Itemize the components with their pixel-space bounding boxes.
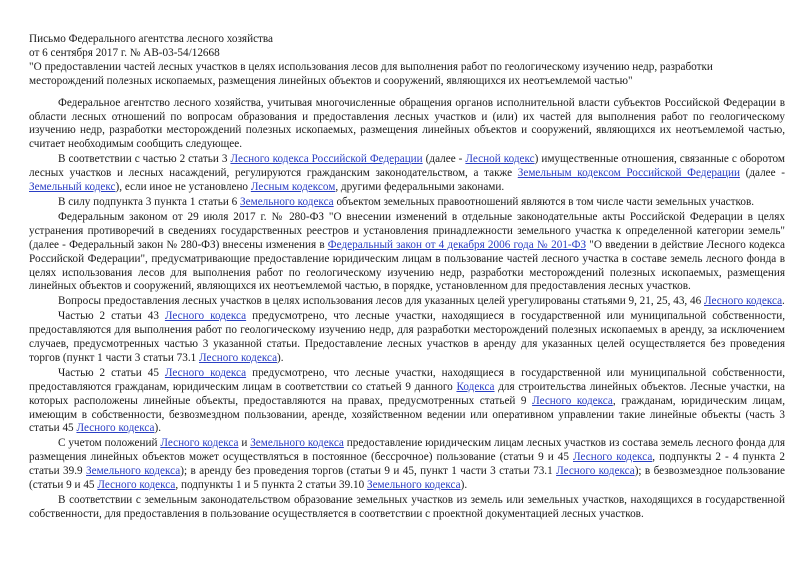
paragraph-text: ); в безвозмездное пользование (статьи 9 и 45 (29, 465, 785, 492)
document-link[interactable]: Земельного кодекса (240, 195, 334, 208)
document-link[interactable]: Земельного кодекса (366, 479, 461, 492)
paragraph (29, 367, 785, 437)
paragraph-text: "О введении в действие Лесного кодекса Российской Федерации", предусматривающие предоставление юридическим лицам в пользование частей лесного участка в составе земель лесного фонда в целях использования лесов для выполнения работ по геологическому изучению недр, разработки месторождений полезных ископаемых, размещения линейных объектов и сооружений, являющихся их неотъемлемой частью, в порядке, установленном для предоставления лесных участков. (29, 238, 785, 293)
document-link[interactable]: Лесного кодекса Российской Федерации (230, 153, 423, 166)
paragraph-text: В соответствии с земельным законодательством образование земельных участков из земель или земельных участков, находящихся в государственной собственности, для предоставления в пользование осуществляется в соответствии с проектной документацией лесных участков. (29, 494, 785, 520)
paragraph-text: предусмотрено, что лесные участки, находящиеся в государственной или муниципальной собственности, предоставляются гражданам, юридическим лицам в соответствии со статьей 9 данного (29, 366, 785, 393)
paragraph (29, 153, 785, 195)
paragraph-text: Вопросы предоставления лесных участков в целях использования лесов для указанных целей урегулированы статьями 9, 21, 25, 43, 46 (58, 295, 705, 308)
document-link[interactable]: Лесного кодекса (532, 394, 613, 407)
paragraph (29, 295, 785, 309)
paragraph-text: для строительства линейных объектов. Лесные участки, на которых расположены линейные объекты, предоставляются на правах, предусмотренных статьей 9 (29, 380, 785, 407)
document-link[interactable]: Лесного кодекса (97, 479, 176, 492)
paragraph-text: В соответствии с частью 2 статьи 3 (58, 153, 231, 166)
paragraph (29, 494, 785, 522)
paragraph-text: ) имущественные отношения, связанные с оборотом лесных участков и лесных насаждений, регулируются гражданским законодательством, а также (29, 153, 785, 180)
document-link[interactable]: Лесного кодекса (160, 437, 239, 450)
document-body (29, 97, 785, 522)
document-link[interactable]: Федеральный закон от 4 декабря 2006 года № 201-ФЗ (327, 238, 587, 251)
document-link[interactable]: Лесного кодекса (164, 310, 247, 323)
document-link[interactable]: Лесного кодекса (199, 351, 278, 364)
paragraph-text: Федеральным законом от 29 июля 2017 г. № 280-ФЗ "О внесении изменений в отдельные законодательные акты Российской Федерации в целях устранения противоречий в сведениях государственных реестров и установления принадлежности земельного участка к определенной категории земель" (далее - Федеральный закон № 280-ФЗ) внесены изменения в (29, 210, 785, 251)
paragraph-text: (далее - (422, 153, 466, 166)
paragraph-text: и (238, 437, 251, 450)
document-link[interactable]: Лесного кодекса (76, 422, 155, 435)
paragraph (29, 97, 785, 153)
paragraph-text: ), если иное не установлено (115, 181, 251, 194)
paragraph-text: , подпункты 1 и 5 пункта 2 статьи 39.10 (175, 479, 367, 492)
paragraph-text: Федеральное агентство лесного хозяйства, учитывая многочисленные обращения органов исполнительной власти субъектов Российской Федерации в области лесных отношений по вопросам образования и предоставления лесных участков и (или) их частей для выполнения работ по геологическому изучению недр, разработки месторождений полезных ископаемых, размещения линейных объектов и сооружений, являющихся их неотъемлемой частью, считает необходимым сообщить следующее. (29, 96, 785, 151)
document-link[interactable]: Лесным кодексом (250, 181, 336, 194)
document-link[interactable]: Кодекса (456, 380, 495, 393)
document-link[interactable]: Земельный кодекс (29, 181, 116, 194)
paragraph-text: ); в аренду без проведения торгов (статьи 9 и 45, пункт 1 части 3 статьи 73.1 (180, 465, 557, 478)
paragraph-text: В силу подпункта 3 пункта 1 статьи 6 (58, 195, 241, 208)
paragraph (29, 437, 785, 493)
document-link[interactable]: Земельным кодексом Российской Федерации (517, 167, 740, 180)
paragraph-text: предоставление юридическим лицам лесных участков из состава земель лесного фонда для размещения линейных объектов может осуществляться в постоянное (бессрочное) пользование (статьи 9 и 45 (29, 437, 785, 464)
paragraph-text: Частью 2 статьи 45 (58, 366, 165, 379)
document-link[interactable]: Земельного кодекса (250, 437, 344, 450)
document-link[interactable]: Лесного кодекса (164, 366, 247, 379)
paragraph-text: Частью 2 статьи 43 (58, 310, 165, 323)
paragraph-text: . (782, 295, 785, 308)
document-date-number: от 6 сентября 2017 г. № АВ-03-54/12668 (29, 46, 220, 59)
paragraph-text: , другими федеральными законами. (335, 181, 505, 194)
paragraph (29, 196, 785, 210)
document-subject: "О предоставлении частей лесных участков в целях использования лесов для выполнения работ по геологическому изучению недр, разработки месторождений полезных ископаемых, размещения линейных объектов и сооружений, являющихся их неотъемлемой частью" (29, 60, 713, 87)
paragraph-text: объектом земельных правоотношений являются в том числе части земельных участков. (333, 195, 755, 208)
document-link[interactable]: Лесного кодекса (573, 451, 653, 464)
document-title: Письмо Федерального агентства лесного хозяйства (29, 33, 274, 45)
paragraph-text: С учетом положений (58, 437, 161, 450)
document-header (29, 33, 785, 89)
document-link[interactable]: Земельного кодекса (86, 465, 181, 478)
paragraph (29, 211, 785, 294)
paragraph-text: , гражданам, юридическим лицам, имеющим в собственности, безвозмездном пользовании, аренде, хозяйственном ведении или оперативном управлении такие линейные объекты (часть 3 статьи 45 (29, 394, 785, 435)
document-link[interactable]: Лесного кодекса (556, 465, 635, 478)
paragraph-text: , подпункты 2 - 4 пункта 2 статьи 39.9 (29, 451, 785, 478)
paragraph-text: ). (460, 479, 468, 492)
paragraph-text: ). (277, 351, 284, 364)
paragraph (29, 310, 785, 366)
paragraph-text: предусмотрено, что лесные участки, находящиеся в государственной или муниципальной собственности, предоставляются для выполнения работ по геологическому изучению недр, для разработки месторождений полезных ископаемых в аренду, за исключением случаев, предусмотренных частью 3 указанной статьи. Предоставление лесных участков в аренду для указанных целей осуществляется без проведения торгов (пункт 1 части 3 статьи 73.1 (29, 310, 785, 364)
paragraph-text: (далее - (739, 167, 785, 180)
document-link[interactable]: Лесного кодекса (704, 295, 783, 308)
document-link[interactable]: Лесной кодекс (465, 153, 535, 166)
paragraph-text: ). (154, 422, 161, 435)
